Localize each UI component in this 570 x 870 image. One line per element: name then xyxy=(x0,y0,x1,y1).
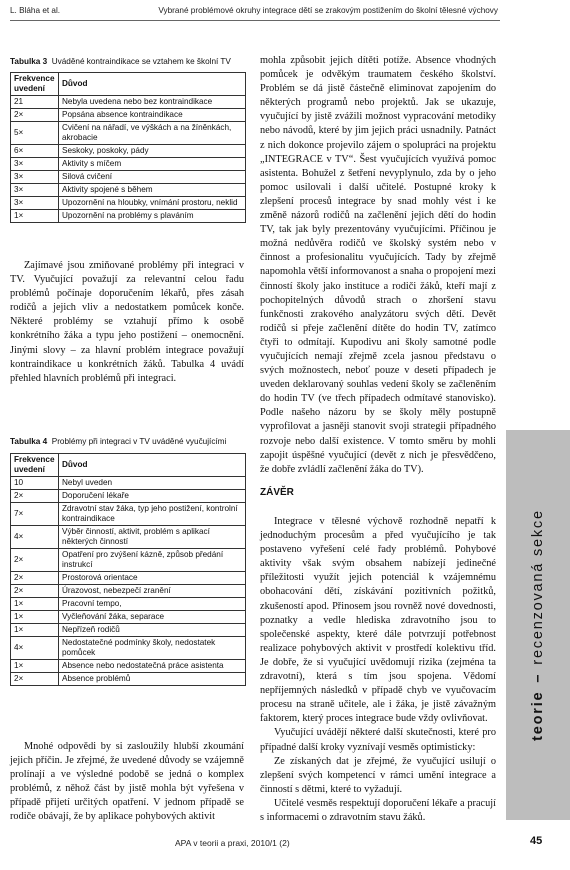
table-row xyxy=(11,490,246,503)
reason-cell: Popsána absence kontraindikace xyxy=(59,109,246,122)
paragraph-text: Vyučující uvádějí některé další skutečnosti, které pro případné další kroky vyznívají vesměs optimisticky: xyxy=(260,727,496,753)
frequency-cell: 2× xyxy=(11,490,59,503)
sidebar-part-2: recenzovaná sekce xyxy=(530,509,546,665)
footer-journal: APA v teorii a praxi, 2010/1 (2) xyxy=(175,838,290,848)
frequency-cell: 2× xyxy=(11,549,59,572)
frequency-cell: 3× xyxy=(11,171,59,184)
section-heading: ZÁVĚR xyxy=(260,487,294,498)
table-header-cell: Frekvence uvedení xyxy=(11,454,59,477)
table-row xyxy=(11,184,246,197)
frequency-cell: 2× xyxy=(11,585,59,598)
table-row xyxy=(11,660,246,673)
reason-cell: Cvičení na nářadí, ve výškách a na žíněnkách, akrobacie xyxy=(59,122,246,145)
table-row xyxy=(11,96,246,109)
table-row xyxy=(11,585,246,598)
table-row xyxy=(11,109,246,122)
header-rule xyxy=(10,20,500,21)
table-row xyxy=(11,197,246,210)
reason-cell: Upozornění na problémy s plaváním xyxy=(59,210,246,223)
frequency-cell: 1× xyxy=(11,624,59,637)
table-row xyxy=(11,611,246,624)
table-header-row xyxy=(11,73,246,96)
right-paragraph-1 xyxy=(260,54,496,477)
reason-cell: Silová cvičení xyxy=(59,171,246,184)
paragraph-text: Mnohé odpovědi by si zasloužily hlubší zkoumání jejich příčin. Je zřejmé, že uvedené důvody se vzájemně prolínají a ve výsledné podobě se jedná o komplex problémů, z něhož část by jistě mohla být vyřešena v případě přijetí určitých opatření. V jednom případě se rodiče obávají, že by aplikace pohybových aktivit xyxy=(10,741,244,823)
table3-caption xyxy=(10,57,231,66)
frequency-cell: 4× xyxy=(11,637,59,660)
reason-cell: Výběr činností, aktivit, problém s aplikací některých činností xyxy=(59,526,246,549)
frequency-cell: 3× xyxy=(11,197,59,210)
paragraph-text: Integrace v tělesné výchově rozhodně nepatří k jednoduchým procesům a před vyučujícího je tak postaveno vyřešení celé řady problémů. Pohybové aktivity však svým obsahem nabízejí jedinečné příležitosti využít jejich potenciál k vzájemnému obohacování dětí, získávání pozitivních požitků, zkušeností apod. Přinosem jsou rovněž nové dovednosti, poznatky a vedle hlediska zdravotního jsou to společenské aspekty, které dále potvrzují potřebnost realizace pohybových aktivit v prostředí kolektivu tříd. Je dobře, že si vyučující uvědomují rizika (zejména ta zdravotní), která s tím jsou spojena. Vědomí nepříjemných následků v případě chyb ve vyučovacím procesu na straně učitele, ale i žáka, je jistě závažným faktorem, který proces integrace bude vždy ovlivňovat. xyxy=(260,516,496,725)
running-head-title: Vybrané problémové okruhy integrace dětí se zrakovým postižením do školní tělesné výchovy xyxy=(158,6,498,15)
reason-cell: Zdravotní stav žáka, typ jeho postižení, kontrolní kontraindikace xyxy=(59,503,246,526)
table-row xyxy=(11,171,246,184)
frequency-cell: 3× xyxy=(11,184,59,197)
table3-label: Tabulka 3 xyxy=(10,57,48,66)
paragraph-text: Zajímavé jsou zmiňované problémy při integraci v TV. Vyučující považují za relevantní celou řadu problémů počínaje doporučením lékařů, přes zásah rodičů a jejich vliv a nedostatkem pomůcek konče. Některé problémy se vztahují přímo k osobě konkrétního žáka a typu jeho postižení – onemocnění. Jinými slovy – za hlavní problém integrace považují kontraindikace u konkrétních žáků. Tabulka 4 uvádí přehled hlavních problémů při integraci. xyxy=(10,260,244,384)
table-row xyxy=(11,503,246,526)
frequency-cell: 2× xyxy=(11,673,59,686)
reason-cell: Nebyl uveden xyxy=(59,477,246,490)
table4-label: Tabulka 4 xyxy=(10,437,48,446)
sidebar-separator: – xyxy=(530,672,546,683)
table3-caption-text: Uváděné kontraindikace se vztahem ke školní TV xyxy=(51,57,231,66)
page-number: 45 xyxy=(530,835,543,847)
frequency-cell: 1× xyxy=(11,611,59,624)
conclusion-block xyxy=(260,515,496,825)
table-header-cell: Frekvence uvedení xyxy=(11,73,59,96)
paragraph-text: Ze získaných dat je zřejmé, že vyučující usilují o zlepšení svých kompetencí v rámci umění integrace a činností s dětmi, které to vyžadují. xyxy=(260,755,496,795)
table-header-cell: Důvod xyxy=(59,454,246,477)
sidebar-label xyxy=(506,430,570,820)
table-row xyxy=(11,572,246,585)
frequency-cell: 1× xyxy=(11,598,59,611)
table-row xyxy=(11,122,246,145)
table4-caption-text: Problémy při integraci v TV uváděné vyučujícími xyxy=(51,437,227,446)
reason-cell: Úrazovost, nebezpečí zranění xyxy=(59,585,246,598)
reason-cell: Nedostatečné podmínky školy, nedostatek pomůcek xyxy=(59,637,246,660)
table-row xyxy=(11,624,246,637)
frequency-cell: 6× xyxy=(11,145,59,158)
frequency-cell: 1× xyxy=(11,210,59,223)
reason-cell: Nebyla uvedena nebo bez kontraindikace xyxy=(59,96,246,109)
frequency-cell: 3× xyxy=(11,158,59,171)
reason-cell: Aktivity spojené s během xyxy=(59,184,246,197)
frequency-cell: 10 xyxy=(11,477,59,490)
reason-cell: Absence problémů xyxy=(59,673,246,686)
frequency-cell: 4× xyxy=(11,526,59,549)
reason-cell: Opatření pro zvýšení kázně, způsob předání instrukcí xyxy=(59,549,246,572)
table-header-cell: Důvod xyxy=(59,73,246,96)
reason-cell: Seskoky, poskoky, pády xyxy=(59,145,246,158)
paragraph-text: Učitelé vesměs respektují doporučení lékaře a pracují s informacemi o zdravotním stavu žáků. xyxy=(260,797,496,823)
table-row xyxy=(11,598,246,611)
table-row xyxy=(11,145,246,158)
table-row xyxy=(11,158,246,171)
paragraph-text: mohla způsobit jejich dítěti potíže. Absence vhodných pomůcek je odvěkým traumatem českého školství. Problém se dá jistě částečně eliminovat zapojením do některých programů nebo projektů. Jak se ukazuje, vyučující by jistě zvážili možnost vypracování metodiky nebo návodů, které by jim jejich práci usnadnily. Patnáct z nich dokonce projevilo zájem o spolupráci na projektu „INTEGRACE v TV“. Šest vyučujících využívá pomoc asistenta. Bohužel z šetření nevyplynulo, zda by o jeho pomoc usilovali i další učitelé. Postupné kroky k zlepšení procesů integrace by snad mohly vést i ke změně názorů rodičů na začlenění jejich dětí do hodin TV, tak jak byly prezentovány vyučujícími. Příčinou je možná nedůvěra rodičů ve školský systém nebo v činnost a profesionalitu vyučujících. Tady by zřejmě napomohla větší informovanost a snaha o propojení mezi činností školy jako instituce a rodiči žáků, kteří mají z pochopitelných důvodů strach o zhoršení stavu funkčnosti zrakového analyzátoru svých dětí. Devět rodičů si přeje začlenění dítěte do hodin TV, zatímco čtyři to odmítají. Kupodivu ani školy samotné podle vyučujících nemají zřejmě zcela jasnou představu o svých možnostech, neboť pouze v deseti případech je uveden deklarovaný souhlas vedení školy se začleněním do hodin TV (ve třech případech odmítavé stanovisko). Podle našeho názoru by se školy měly postupně vyprofilovat a jasněji stanovit svoji strategii případného rozvoje nebo další existence. V tomto směru by mohli zapojit úspěšné vyučující (devět z nich je přesvědčeno, že dobře zvládlí začlenění žáka do TV). xyxy=(260,55,496,475)
table-row xyxy=(11,549,246,572)
table-row xyxy=(11,526,246,549)
left-paragraph-1 xyxy=(10,259,244,386)
table-header-row xyxy=(11,454,246,477)
table4-caption xyxy=(10,437,226,446)
sidebar-part-1: teorie xyxy=(530,690,546,741)
reason-cell: Doporučení lékaře xyxy=(59,490,246,503)
reason-cell: Upozornění na hloubky, vnímání prostoru, neklid xyxy=(59,197,246,210)
table3 xyxy=(10,72,246,223)
table-row xyxy=(11,210,246,223)
section-sidebar xyxy=(506,430,570,820)
frequency-cell: 21 xyxy=(11,96,59,109)
table-row xyxy=(11,637,246,660)
running-head-authors: L. Bláha et al. xyxy=(10,6,61,15)
table-row xyxy=(11,477,246,490)
frequency-cell: 1× xyxy=(11,660,59,673)
table-row xyxy=(11,673,246,686)
frequency-cell: 5× xyxy=(11,122,59,145)
reason-cell: Prostorová orientace xyxy=(59,572,246,585)
frequency-cell: 2× xyxy=(11,109,59,122)
reason-cell: Absence nebo nedostatečná práce asistenta xyxy=(59,660,246,673)
frequency-cell: 2× xyxy=(11,572,59,585)
table4 xyxy=(10,453,246,686)
left-paragraph-2 xyxy=(10,740,244,825)
reason-cell: Pracovní tempo, xyxy=(59,598,246,611)
reason-cell: Nepřízeň rodičů xyxy=(59,624,246,637)
frequency-cell: 7× xyxy=(11,503,59,526)
reason-cell: Vyčleňování žáka, separace xyxy=(59,611,246,624)
reason-cell: Aktivity s míčem xyxy=(59,158,246,171)
